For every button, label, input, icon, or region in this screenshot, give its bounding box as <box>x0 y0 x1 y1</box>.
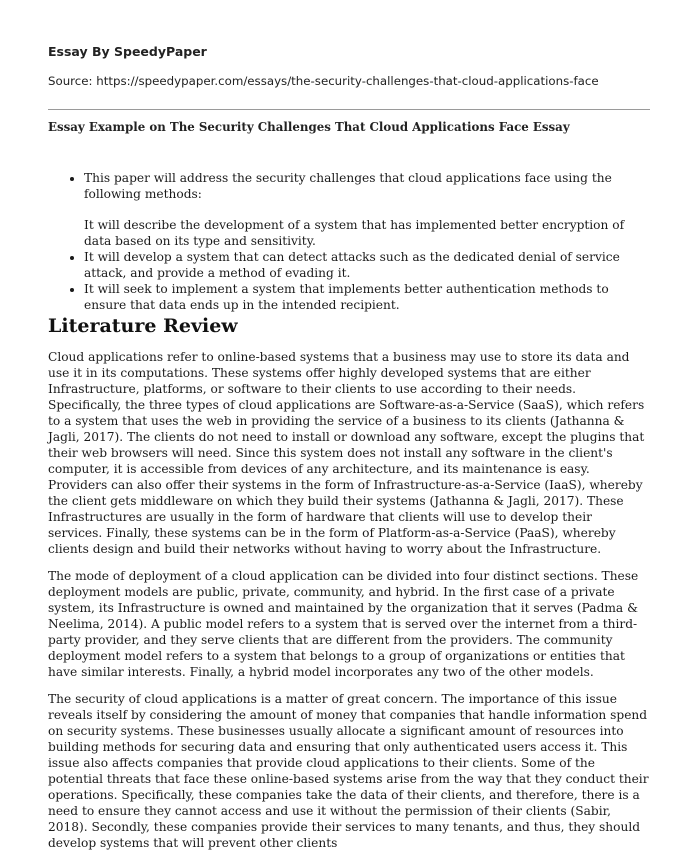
paragraph: The mode of deployment of a cloud application can be divided into four distinct sections. These deployment models are public, private, community, and hybrid. In the first case of a private system, its Infrastructure is owned and maintained by the organization that it serves (Padma & Neelima, 2014). A public model refers to a system that is served over the internet from a third-party provider, and they serve clients that are different from the providers. The community deployment model refers to a system that belongs to a group of organizations or entities that have similar interests. Finally, a hybrid model incorporates any two of the other models. <box>48 569 639 679</box>
section-heading: Literature Review <box>48 315 238 337</box>
essay-body <box>48 349 650 862</box>
methods-list <box>48 170 650 313</box>
essay-title: Essay Example on The Security Challenges That Cloud Applications Face Essay <box>48 120 570 134</box>
list-item-text: • This paper will address the security challenges that cloud applications face using the following methods: <box>84 171 612 201</box>
site-title: Essay By SpeedyPaper <box>48 44 207 59</box>
paragraph: The security of cloud applications is a matter of great concern. The importance of this issue reveals itself by considering the amount of money that companies that handle information spend on security systems. These businesses usually allocate a significant amount of resources into building methods for securing data and ensuring that only authenticated users access it. This issue also affects companies that provide cloud applications to their clients. Some of the potential threats that face these online-based systems arise from the way that they conduct their operations. Specifically, these companies take the data of their clients, and therefore, there is a need to ensure they cannot access and use it without the permission of their clients (Sabir, 2018). Secondly, these companies provide their services to many tenants, and thus, they should develop systems that will prevent other clients <box>48 692 649 850</box>
list-item <box>84 170 650 249</box>
list-item-text: • It will seek to implement a system that implements better authentication methods to ensure that data ends up in the intended recipient. <box>84 282 609 312</box>
list-item <box>84 249 650 281</box>
source-line: Source: https://speedypaper.com/essays/the-security-challenges-that-cloud-applications-face <box>48 74 599 88</box>
list-item-subtext: It will describe the development of a system that has implemented better encryption of data based on its type and sensitivity. <box>84 218 625 248</box>
divider <box>48 109 650 110</box>
list-item <box>84 281 650 313</box>
list-item-text: • It will develop a system that can detect attacks such as the dedicated denial of service attack, and provide a method of evading it. <box>84 250 620 280</box>
paragraph: Cloud applications refer to online-based systems that a business may use to store its data and use it in its computations. These systems offer highly developed systems that are either Infrastructure, platforms, or software to their clients to use according to their needs. Specifically, the three types of cloud applications are Software-as-a-Service (SaaS), which refers to a system that uses the web in providing the service of a business to its clients (Jathanna & Jagli, 2017). The clients do not need to install or download any software, except the plugins that their web browsers will need. Since this system does not install any software in the client's computer, it is accessible from devices of any architecture, and its maintenance is easy. Providers can also offer their systems in the form of Infrastructure-as-a-Service (IaaS), whereby the client gets middleware on which they build their systems (Jathanna & Jagli, 2017). These Infrastructures are usually in the form of hardware that clients will use to develop their services. Finally, these systems can be in the form of Platform-as-a-Service (PaaS), whereby clients design and build their networks without having to worry about the Infrastructure. <box>48 350 645 556</box>
